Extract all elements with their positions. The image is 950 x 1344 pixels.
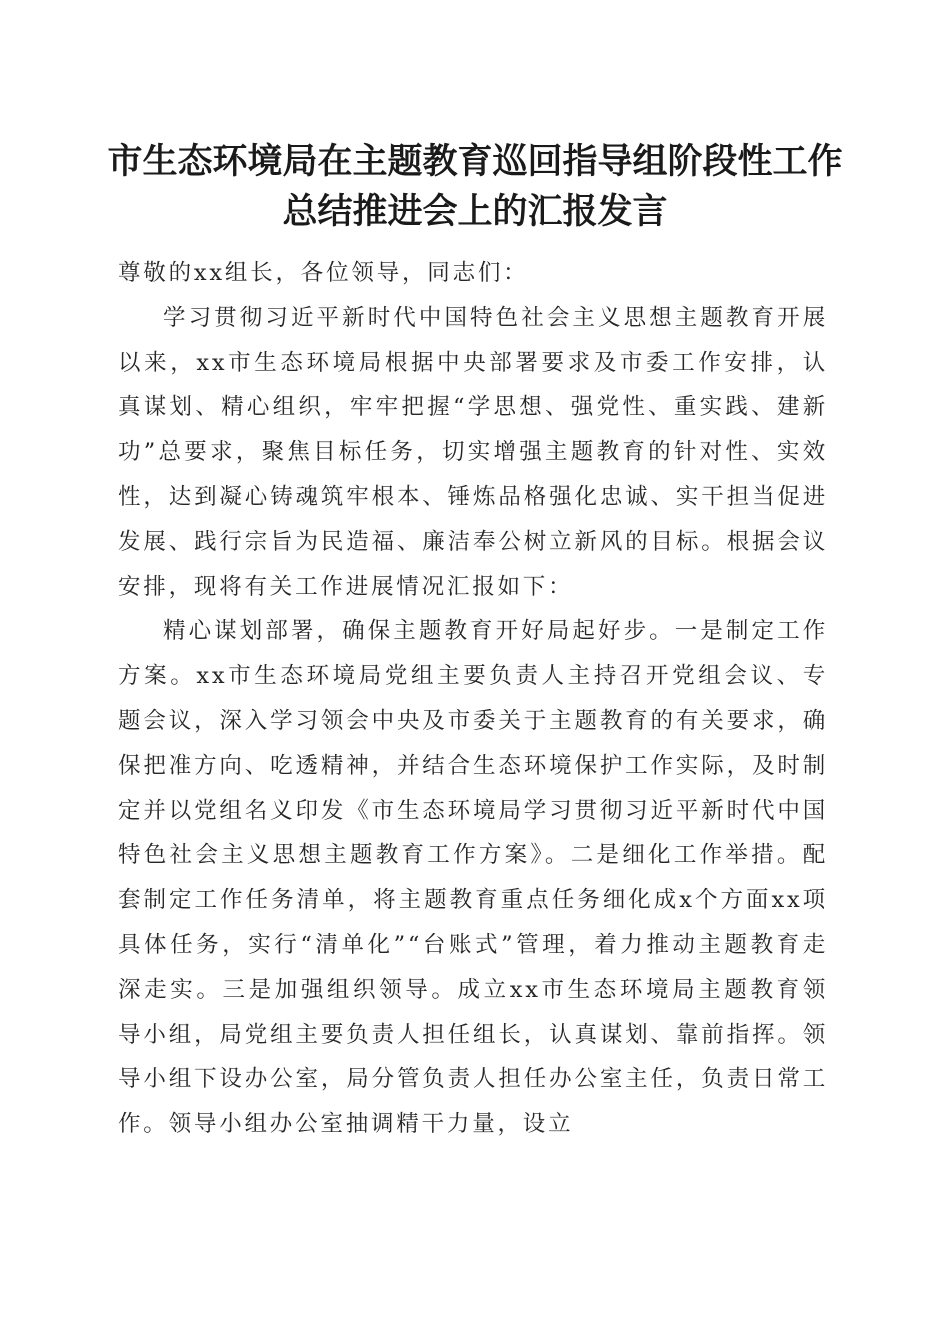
paragraph-planning: 精心谋划部署，确保主题教育开好局起好步。一是制定工作方案。xx市生态环境局党组主要负责人主持召开党组会议、专题会议，深入学习领会中央及市委关于主题教育的有关要求，确保把准方向、吃透精神，并结合生态环境保护工作实际，及时制定并以党组名义印发《市生态环境局学习贯彻习近平新时代中国特色社会主义思想主题教育工作方案》。二是细化工作举措。配套制定工作任务清单，将主题教育重点任务细化成x个方面xx项具体任务，实行“清单化”“台账式”管理，着力推动主题教育走深走实。三是加强组织领导。成立xx市生态环境局主题教育领导小组，局党组主要负责人担任组长，认真谋划、靠前指挥。领导小组下设办公室，局分管负责人担任办公室主任，负责日常工作。领导小组办公室抽调精干力量，设立 bbox=[118, 618, 828, 1138]
paragraph-intro: 学习贯彻习近平新时代中国特色社会主义思想主题教育开展以来，xx市生态环境局根据中央部署要求及市委工作安排，认真谋划、精心组织，牢牢把握“学思想、强党性、重实践、建新功”总要求，聚焦目标任务，切实增强主题教育的针对性、实效性，达到凝心铸魂筑牢根本、锤炼品格强化忠诚、实干担当促进发展、践行宗旨为民造福、廉洁奉公树立新风的目标。根据会议安排，现将有关工作进展情况汇报如下： bbox=[118, 304, 828, 600]
document-body bbox=[118, 251, 828, 1147]
salutation: 尊敬的xx组长，各位领导，同志们： bbox=[118, 260, 529, 286]
document-title: 市生态环境局在主题教育巡回指导组阶段性工作总结推进会上的汇报发言 bbox=[107, 141, 843, 232]
